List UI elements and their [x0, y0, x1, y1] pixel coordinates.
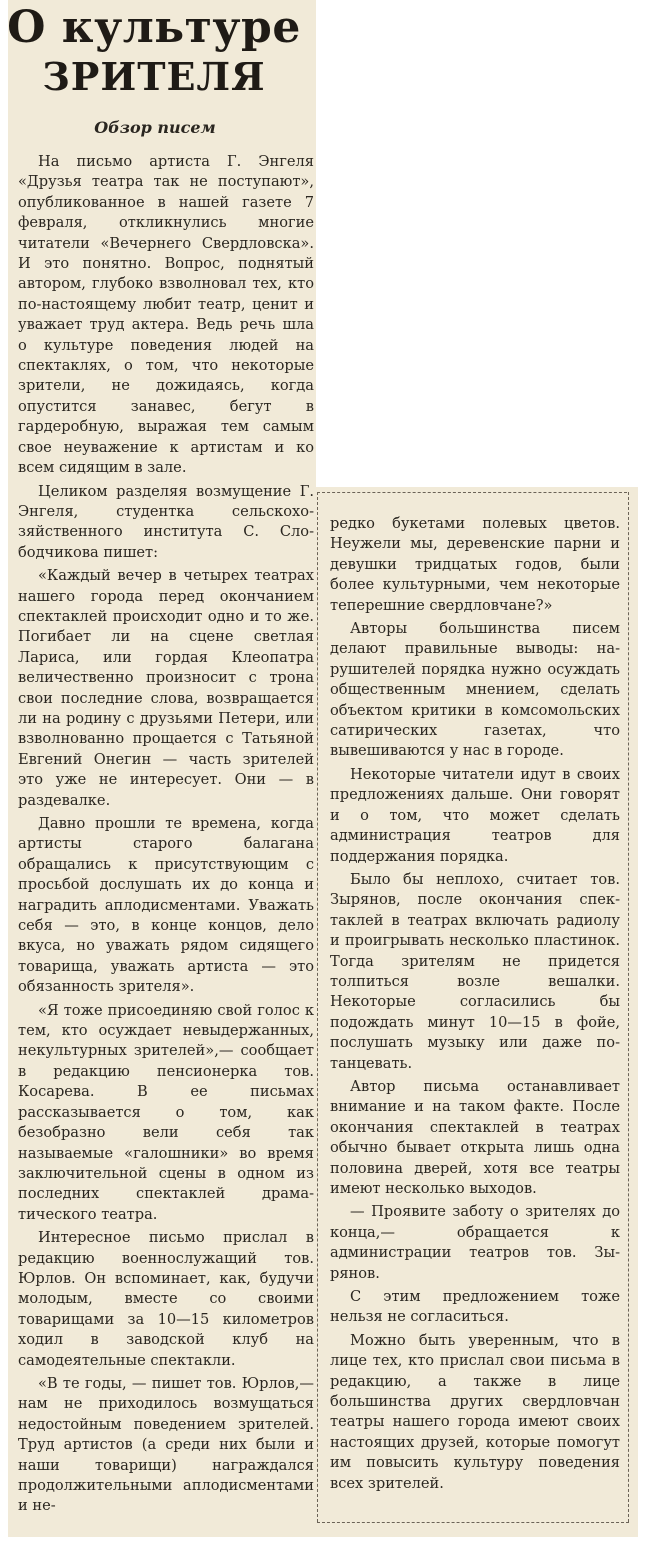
paragraph: Давно прошли те времена, когда артисты старого балагана обращались к присутствующим с просьбой дослушать их до конца и наградить аплодисментами. Уважать себя — это, в конце концов, дело вкуса, но уважать рядом сидящего товарища, уважать артиста — это обязанность зрителя». — [18, 815, 314, 996]
paragraph: Интересное письмо прислал в редакцию военнослужащий тов. Юрлов. Он вспоминает, как, будучи молодым, вместе со своими товарищами за 10—15 километров ходил в заводской клуб на самодеятельные спектакли. — [18, 1229, 314, 1369]
column-frame-right-rule — [628, 492, 629, 1522]
paragraph: Некоторые читатели идут в своих предложениях дальше. Они говорят и о том, что может сделать администрация театров для поддержания порядка. — [330, 765, 620, 865]
headline-line-2: ЗРИТЕЛЯ — [42, 54, 266, 99]
column-frame-bottom-rule — [317, 1522, 629, 1523]
paragraph: Было бы неплохо, считает тов. Зырянов, после окончания спектаклей в театрах включать радиолу и проигрывать несколько пластинок. Тогда зрителям не придется толпиться возле вешалки. Некоторые согласились бы подождать минут 10—15 в фойе, послушать музыку или даже потанцевать. — [330, 870, 620, 1072]
paragraph: «Каждый вечер в четырех театрах нашего города перед окончанием спектаклей происходит одно и то же. Погибает ли на сцене светлая Лариса, или гордая Клеопатра величественно произносит с трона свои последние слова, возвращается ли на родину с друзьями Петери, или взволнованно прощается с Татьяной Евгений Онегин — часть зрителей это уже не интересует. Они — в раздевалке. — [18, 567, 314, 809]
headline-line-1: О культуре — [7, 2, 301, 53]
paragraph: Можно быть уверенным, что в лице тех, кто прислал свои письма в редакцию, а также в лице большинства других свердловчан театры нашего города имеют своих настоящих друзей, которые помогут им повысить культуру поведения всех зрителей. — [330, 1331, 620, 1492]
paragraph: На письмо артиста Г. Энгеля «Друзья театра так не поступают», опубликованное в нашей газете 7 февраля, откликнулись многие читатели «Вечернего Свердловска». И это понятно. Вопрос, поднятый автором, глубоко взволновал тех, кто по-настоящему любит театр, ценит и уважает труд актера. Ведь речь шла о культуре поведения людей на спектаклях, о том, что некоторые зрители, не дожидаясь, когда опустится занавес, бегут в гардеробную, выражая тем самым свое неуважение к артистам и ко всем сидящим в зале. — [18, 153, 314, 477]
paragraph: — Проявите заботу о зрителях до конца,— обращается к администрации театров тов. Зырянов. — [330, 1203, 620, 1282]
column-frame-top-rule — [317, 492, 627, 493]
article-subheading: Обзор писем — [94, 118, 216, 137]
paragraph: Авторы большинства писем делают правильные выводы: нарушителей порядка нужно осуждать общественным мнением, сделать объектом критики в комсомольских сатирических газетах, что вывешиваются у нас в городе. — [330, 620, 620, 760]
paragraph: Автор письма останавливает внимание и на таком факте. После окончания спектаклей в театрах обычно бывает открыта лишь одна половина дверей, хотя все театры имеют несколько выходов. — [330, 1077, 620, 1197]
text-column-right — [330, 514, 620, 1497]
paragraph: Целиком разделяя возмущение Г. Энгеля, студентка сельскохозяйственного института С. Слободчикова пишет: — [18, 482, 314, 561]
paragraph: С этим предложением тоже нельзя не согласиться. — [330, 1288, 620, 1326]
text-column-left — [18, 152, 314, 1520]
paragraph: редко букетами полевых цветов. Неужели мы, деревенские парни и девушки тридцатых годов, были более культурными, чем некоторые теперешние свердловчане?» — [330, 515, 620, 614]
paragraph: «Я тоже присоединяю свой голос к тем, кто осуждает невыдержанных, некультурных зрителей»,— сообщает в редакцию пенсионерка тов. Косарева. В ее письмах рассказывается о том, как безобразно вели себя так называемые «галошники» во время заключительной сцены в одном из последних спектаклей драматического театра. — [18, 1001, 314, 1223]
paragraph: «В те годы, — пишет тов. Юрлов,— нам не приходилось возмущаться недостойным поведением зрителей. Труд артистов (а среди них были и наши товарищи) награждался продолжительными аплодисментами и не- — [18, 1374, 314, 1515]
column-divider-rule — [317, 492, 318, 1522]
